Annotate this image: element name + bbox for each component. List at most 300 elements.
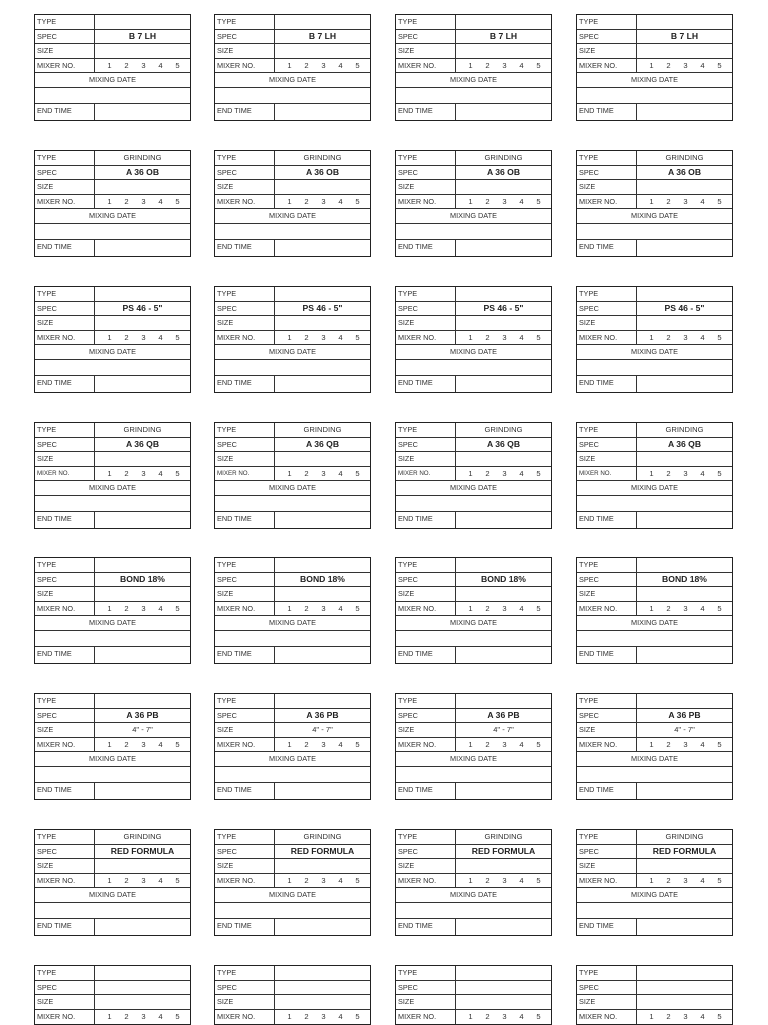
type-value: GRINDING — [665, 153, 704, 162]
type-value — [637, 15, 732, 29]
mixing-label-card — [576, 14, 733, 121]
mixing-date-label: MIXING DATE — [450, 890, 497, 899]
spec-label: SPEC — [396, 438, 456, 452]
size-label: SIZE — [215, 452, 275, 466]
mixer-label: MIXER NO. — [215, 59, 275, 73]
mixer-number: 3 — [502, 196, 507, 206]
size-row — [215, 316, 370, 331]
type-value: GRINDING — [665, 425, 704, 434]
mixer-number: 1 — [649, 60, 654, 70]
mixing-date-row — [577, 73, 732, 88]
mixer-number: 5 — [175, 1011, 180, 1021]
mixing-date-row — [577, 752, 732, 767]
mixer-numbers — [456, 1010, 551, 1025]
mixer-number: 3 — [502, 1011, 507, 1021]
mixing-label-card — [214, 14, 371, 121]
mixer-number: 1 — [287, 1011, 292, 1021]
mixer-numbers — [456, 331, 551, 345]
mixer-number: 4 — [519, 60, 524, 70]
spec-label: SPEC — [35, 981, 95, 995]
mixer-number: 1 — [649, 739, 654, 749]
mixer-number: 5 — [355, 196, 360, 206]
type-value — [95, 966, 190, 980]
spec-row — [215, 302, 370, 317]
size-row — [577, 180, 732, 195]
type-row — [35, 287, 190, 302]
end-time-row — [215, 783, 370, 799]
blank-row — [577, 767, 732, 784]
blank-row — [396, 496, 551, 513]
mixer-row — [35, 467, 190, 482]
mixing-label-card — [34, 829, 191, 936]
spec-value: A 36 PB — [668, 709, 701, 720]
spec-label: SPEC — [215, 166, 275, 180]
type-label: TYPE — [215, 151, 275, 165]
mixing-label-card — [395, 829, 552, 936]
mixer-label: MIXER NO. — [396, 195, 456, 209]
mixer-number: 1 — [107, 332, 112, 342]
mixer-label: MIXER NO. — [35, 602, 95, 616]
size-label: SIZE — [35, 316, 95, 330]
mixer-number: 5 — [717, 468, 722, 478]
mixing-label-card — [214, 422, 371, 529]
mixing-label-card — [214, 286, 371, 393]
mixer-row — [577, 602, 732, 617]
mixer-label: MIXER NO. — [577, 195, 637, 209]
mixing-label-card — [395, 557, 552, 664]
end-time-label: END TIME — [35, 919, 95, 935]
type-label: TYPE — [577, 558, 637, 572]
size-label: SIZE — [215, 995, 275, 1009]
type-label: TYPE — [577, 151, 637, 165]
mixer-label: MIXER NO. — [577, 1010, 637, 1025]
mixer-row — [396, 602, 551, 617]
mixer-number: 5 — [175, 603, 180, 613]
size-label: SIZE — [396, 995, 456, 1009]
type-label: TYPE — [577, 966, 637, 980]
size-value — [456, 859, 551, 873]
size-value — [456, 316, 551, 330]
mixer-number: 3 — [141, 603, 146, 613]
type-row — [35, 15, 190, 30]
mixer-numbers — [637, 331, 732, 345]
mixer-number: 4 — [158, 332, 163, 342]
mixer-label: MIXER NO. — [396, 738, 456, 752]
spec-row — [396, 573, 551, 588]
end-time-row — [215, 376, 370, 392]
size-label: SIZE — [577, 316, 637, 330]
end-time-value — [95, 512, 190, 528]
mixer-label: MIXER NO. — [35, 59, 95, 73]
mixer-number: 4 — [700, 60, 705, 70]
size-row — [396, 44, 551, 59]
mixer-number: 5 — [536, 875, 541, 885]
mixer-row — [215, 1010, 370, 1025]
type-row — [215, 423, 370, 438]
size-value — [275, 995, 370, 1009]
spec-row — [396, 709, 551, 724]
mixer-number: 5 — [536, 603, 541, 613]
type-row — [396, 423, 551, 438]
mixing-date-row — [215, 481, 370, 496]
end-time-row — [35, 783, 190, 799]
mixer-label: MIXER NO. — [577, 874, 637, 888]
blank-row — [35, 767, 190, 784]
mixer-row — [215, 59, 370, 74]
mixer-number: 2 — [485, 875, 490, 885]
mixer-row — [577, 195, 732, 210]
size-row — [396, 723, 551, 738]
mixer-number: 1 — [287, 739, 292, 749]
mixer-number: 5 — [175, 875, 180, 885]
type-value — [95, 558, 190, 572]
size-row — [577, 859, 732, 874]
type-value: GRINDING — [123, 153, 162, 162]
mixer-label: MIXER NO. — [396, 331, 456, 345]
end-time-label: END TIME — [396, 376, 456, 392]
mixer-row — [35, 331, 190, 346]
size-label: SIZE — [215, 587, 275, 601]
spec-label: SPEC — [396, 573, 456, 587]
spec-value: RED FORMULA — [652, 845, 717, 856]
mixer-label: MIXER NO. — [215, 874, 275, 888]
end-time-label: END TIME — [215, 104, 275, 120]
mixer-number: 1 — [107, 468, 112, 478]
end-time-value — [275, 104, 370, 120]
mixing-label-card — [576, 286, 733, 393]
mixing-label-card — [214, 693, 371, 800]
blank-row — [577, 224, 732, 241]
mixing-label-card — [395, 14, 552, 121]
end-time-label: END TIME — [215, 376, 275, 392]
end-time-value — [456, 783, 551, 799]
mixing-date-row — [396, 616, 551, 631]
mixer-number: 2 — [304, 60, 309, 70]
end-time-row — [577, 919, 732, 935]
mixing-date-row — [577, 616, 732, 631]
mixer-numbers — [275, 195, 370, 209]
type-row — [215, 15, 370, 30]
type-value — [456, 15, 551, 29]
end-time-label: END TIME — [35, 376, 95, 392]
spec-row — [396, 438, 551, 453]
mixer-number: 2 — [666, 603, 671, 613]
mixer-number: 3 — [141, 468, 146, 478]
type-label: TYPE — [396, 151, 456, 165]
spec-value: A 36 QB — [125, 438, 160, 449]
size-value — [95, 44, 190, 58]
blank-row — [215, 903, 370, 920]
end-time-value — [456, 647, 551, 663]
mixer-number: 2 — [666, 875, 671, 885]
mixing-label-card — [34, 422, 191, 529]
type-row — [35, 694, 190, 709]
spec-value: A 36 OB — [125, 166, 160, 177]
mixer-number: 4 — [700, 875, 705, 885]
end-time-value — [637, 376, 732, 392]
spec-value: B 7 LH — [128, 30, 157, 41]
type-row — [577, 694, 732, 709]
size-row — [396, 180, 551, 195]
size-value — [95, 995, 190, 1009]
mixer-number: 3 — [321, 1011, 326, 1021]
mixing-label-card — [214, 965, 371, 1025]
mixer-label: MIXER NO. — [577, 331, 637, 345]
size-row — [35, 995, 190, 1010]
mixer-number: 4 — [338, 875, 343, 885]
mixer-number: 5 — [717, 1011, 722, 1021]
blank-row — [215, 88, 370, 105]
type-label: TYPE — [577, 830, 637, 844]
end-time-value — [637, 512, 732, 528]
end-time-label: END TIME — [396, 512, 456, 528]
mixing-date-label: MIXING DATE — [450, 483, 497, 492]
mixer-label: MIXER NO. — [396, 467, 456, 481]
blank-row — [35, 88, 190, 105]
end-time-label: END TIME — [577, 783, 637, 799]
size-value — [637, 995, 732, 1009]
spec-row — [35, 573, 190, 588]
type-row — [396, 694, 551, 709]
end-time-label: END TIME — [396, 783, 456, 799]
type-label: TYPE — [577, 423, 637, 437]
mixer-number: 5 — [536, 739, 541, 749]
mixer-number: 4 — [338, 1011, 343, 1021]
type-label: TYPE — [35, 15, 95, 29]
mixer-number: 5 — [355, 1011, 360, 1021]
size-label: SIZE — [215, 859, 275, 873]
end-time-row — [396, 647, 551, 663]
spec-value: PS 46 - 5" — [122, 302, 163, 313]
end-time-label: END TIME — [396, 104, 456, 120]
size-label: SIZE — [215, 316, 275, 330]
end-time-row — [35, 512, 190, 528]
mixing-label-card — [214, 557, 371, 664]
mixer-row — [577, 874, 732, 889]
mixer-row — [35, 738, 190, 753]
blank-row — [577, 496, 732, 513]
mixer-label: MIXER NO. — [35, 1010, 95, 1025]
mixer-row — [35, 1010, 190, 1025]
mixing-date-label: MIXING DATE — [631, 347, 678, 356]
mixer-numbers — [456, 602, 551, 616]
mixing-date-label: MIXING DATE — [631, 211, 678, 220]
blank-row — [577, 903, 732, 920]
end-time-value — [95, 240, 190, 256]
size-value — [456, 180, 551, 194]
spec-label: SPEC — [577, 709, 637, 723]
blank-row — [215, 631, 370, 648]
mixer-label: MIXER NO. — [215, 195, 275, 209]
mixer-numbers — [95, 874, 190, 888]
mixing-date-row — [396, 209, 551, 224]
size-value — [275, 44, 370, 58]
mixer-number: 2 — [304, 1011, 309, 1021]
mixing-date-label: MIXING DATE — [269, 890, 316, 899]
size-value — [637, 44, 732, 58]
mixer-number: 4 — [338, 603, 343, 613]
spec-row — [215, 438, 370, 453]
mixing-label-card — [34, 286, 191, 393]
mixer-numbers — [637, 1010, 732, 1025]
spec-row — [396, 981, 551, 996]
spec-value: A 36 PB — [126, 709, 159, 720]
mixer-row — [396, 59, 551, 74]
size-label: SIZE — [215, 723, 275, 737]
end-time-row — [35, 240, 190, 256]
mixer-number: 1 — [468, 1011, 473, 1021]
blank-row — [215, 224, 370, 241]
spec-label: SPEC — [215, 981, 275, 995]
spec-value: A 36 OB — [667, 166, 702, 177]
mixer-numbers — [95, 59, 190, 73]
spec-row — [35, 302, 190, 317]
end-time-row — [215, 919, 370, 935]
spec-value: BOND 18% — [300, 573, 345, 584]
mixer-number: 3 — [321, 468, 326, 478]
size-label: SIZE — [396, 859, 456, 873]
mixer-numbers — [95, 738, 190, 752]
spec-label: SPEC — [577, 438, 637, 452]
size-value — [637, 316, 732, 330]
spec-row — [577, 573, 732, 588]
spec-row — [35, 166, 190, 181]
type-row — [215, 558, 370, 573]
mixing-date-row — [577, 888, 732, 903]
mixing-date-row — [35, 209, 190, 224]
spec-value: BOND 18% — [120, 573, 165, 584]
mixer-numbers — [275, 602, 370, 616]
mixing-label-card — [576, 150, 733, 257]
size-value: 4" - 7" — [674, 725, 695, 734]
mixer-number: 2 — [304, 739, 309, 749]
mixer-numbers — [456, 467, 551, 481]
mixer-number: 1 — [468, 196, 473, 206]
mixing-date-row — [35, 345, 190, 360]
mixer-number: 5 — [355, 60, 360, 70]
end-time-value — [275, 919, 370, 935]
mixer-number: 3 — [502, 332, 507, 342]
mixer-row — [35, 874, 190, 889]
mixing-date-row — [577, 481, 732, 496]
mixer-number: 1 — [287, 603, 292, 613]
mixer-number: 5 — [536, 332, 541, 342]
spec-value: B 7 LH — [308, 30, 337, 41]
type-label: TYPE — [215, 966, 275, 980]
spec-row — [396, 30, 551, 45]
mixer-number: 4 — [700, 332, 705, 342]
mixing-date-label: MIXING DATE — [269, 211, 316, 220]
blank-row — [396, 767, 551, 784]
spec-row — [215, 573, 370, 588]
mixer-label: MIXER NO. — [396, 1010, 456, 1025]
spec-value: A 36 QB — [305, 438, 340, 449]
spec-value: PS 46 - 5" — [483, 302, 524, 313]
end-time-row — [215, 104, 370, 120]
mixer-number: 1 — [468, 468, 473, 478]
spec-value: BOND 18% — [662, 573, 707, 584]
mixer-number: 3 — [141, 1011, 146, 1021]
mixer-number: 1 — [107, 1011, 112, 1021]
mixer-number: 4 — [700, 196, 705, 206]
size-value — [95, 587, 190, 601]
blank-row — [215, 767, 370, 784]
size-value — [275, 859, 370, 873]
blank-row — [577, 360, 732, 377]
mixer-number: 4 — [158, 1011, 163, 1021]
mixing-date-label: MIXING DATE — [631, 75, 678, 84]
spec-value: PS 46 - 5" — [664, 302, 705, 313]
mixer-label: MIXER NO. — [215, 602, 275, 616]
end-time-value — [637, 104, 732, 120]
mixer-label: MIXER NO. — [215, 467, 275, 481]
size-value — [95, 180, 190, 194]
mixing-date-row — [35, 616, 190, 631]
mixing-label-card — [395, 150, 552, 257]
mixer-number: 2 — [485, 603, 490, 613]
spec-value: A 36 PB — [306, 709, 339, 720]
mixer-number: 1 — [287, 60, 292, 70]
end-time-row — [577, 647, 732, 663]
mixing-date-label: MIXING DATE — [450, 618, 497, 627]
mixer-number: 2 — [666, 739, 671, 749]
type-value: GRINDING — [123, 832, 162, 841]
size-row — [215, 995, 370, 1010]
mixer-number: 2 — [304, 332, 309, 342]
mixer-number: 2 — [666, 1011, 671, 1021]
size-row — [396, 452, 551, 467]
mixer-row — [396, 738, 551, 753]
mixing-date-row — [35, 73, 190, 88]
mixer-number: 1 — [107, 603, 112, 613]
type-row — [577, 558, 732, 573]
spec-label: SPEC — [35, 709, 95, 723]
type-label: TYPE — [215, 15, 275, 29]
size-row — [396, 995, 551, 1010]
mixer-number: 4 — [700, 603, 705, 613]
type-value — [95, 694, 190, 708]
spec-label: SPEC — [215, 438, 275, 452]
size-row — [35, 452, 190, 467]
mixer-number: 2 — [124, 468, 129, 478]
type-row — [577, 966, 732, 981]
type-row — [35, 830, 190, 845]
mixer-number: 1 — [649, 603, 654, 613]
type-row — [396, 966, 551, 981]
spec-row — [577, 981, 732, 996]
mixer-numbers — [637, 195, 732, 209]
mixer-number: 1 — [287, 196, 292, 206]
spec-row — [35, 709, 190, 724]
size-label: SIZE — [577, 44, 637, 58]
mixer-number: 3 — [502, 875, 507, 885]
end-time-label: END TIME — [215, 512, 275, 528]
mixer-number: 5 — [536, 196, 541, 206]
spec-label: SPEC — [577, 302, 637, 316]
mixer-number: 3 — [321, 739, 326, 749]
mixer-label: MIXER NO. — [577, 467, 637, 481]
mixer-row — [215, 195, 370, 210]
mixer-number: 1 — [107, 196, 112, 206]
mixer-number: 4 — [158, 60, 163, 70]
type-row — [577, 151, 732, 166]
end-time-label: END TIME — [396, 240, 456, 256]
size-value — [95, 452, 190, 466]
mixing-date-label: MIXING DATE — [269, 754, 316, 763]
mixer-row — [215, 738, 370, 753]
size-value: 4" - 7" — [312, 725, 333, 734]
mixing-date-row — [215, 888, 370, 903]
